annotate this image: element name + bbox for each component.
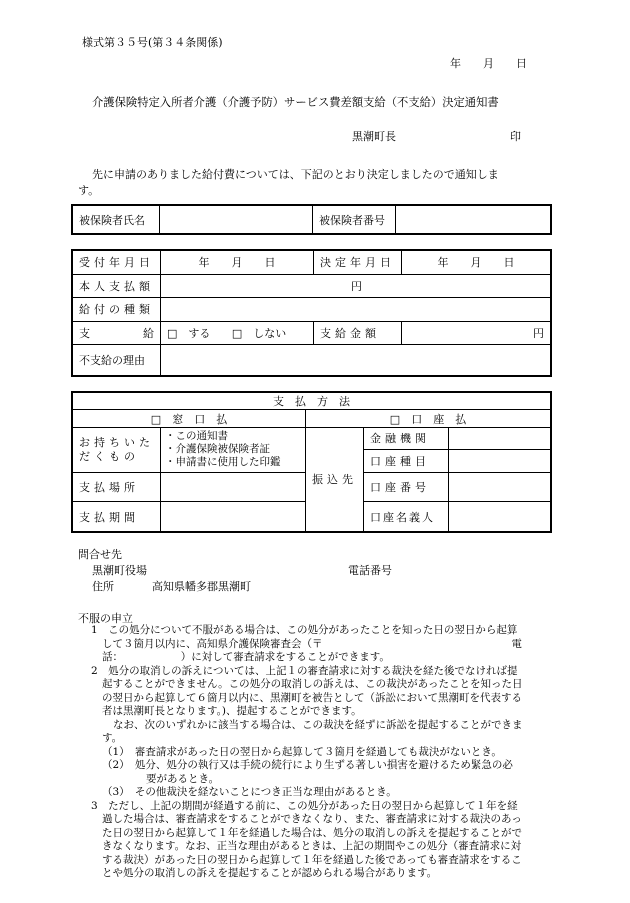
payment-period-field[interactable] xyxy=(161,502,306,532)
window-payment-header: □ 窓 口 払 xyxy=(73,410,306,427)
decided-date-label: 決定年月日 xyxy=(314,251,402,275)
pay-label-right: 給 xyxy=(143,326,154,340)
bring-items-label xyxy=(73,427,161,472)
appeal-line-10: （1） 審査請求があった日の翌日から起算して３箇月を経過しても裁決がないとき。 xyxy=(102,745,502,758)
bank-field[interactable] xyxy=(449,427,551,449)
contact-phone-label: 電話番号 xyxy=(348,564,392,577)
pay-decision-label xyxy=(73,321,161,345)
decision-table xyxy=(72,250,551,376)
account-type-field[interactable] xyxy=(449,450,551,472)
appeal-line-14: 3 ただし、上記の期間が経過する前に、この処分があった日の翌日から起算して１年を経 xyxy=(91,799,518,812)
amount-label: 支給金額 xyxy=(314,321,402,345)
amount-unit: 円 xyxy=(533,326,544,340)
account-type-label: 口座種目 xyxy=(364,450,449,472)
reason-field[interactable] xyxy=(161,345,551,376)
amount-field[interactable] xyxy=(402,321,551,345)
received-date-label: 受付年月日 xyxy=(73,251,161,275)
seal-mark: 印 xyxy=(510,130,521,143)
appeal-line-9: す。 xyxy=(102,732,123,744)
appeal-line-17: きなくなります。なお、正当な理由があるときは、上記の期間やこの処分（審査請求に対 xyxy=(102,840,522,852)
form-number: 様式第３５号(第３４条関係) xyxy=(82,36,223,49)
payment-amount-field[interactable] xyxy=(161,274,551,298)
appeal-line-19: とや処分の取消しの訴えを提起することが認められる場合があります。 xyxy=(102,867,438,879)
option-yes-checkbox[interactable]: □ する xyxy=(167,326,211,340)
appeal-line-18: する裁決）があった日の翌日から起算して１年を経過した後であっても審査請求をするこ xyxy=(102,853,522,866)
payment-amount-label: 本人支払額 xyxy=(73,274,161,298)
payment-amount-unit: 円 xyxy=(351,279,362,293)
appeal-line-5: 起することができません。この処分の取消しの訴えは、この裁決があったことを知った日 xyxy=(102,678,523,690)
insured-name-label: 被保険者氏名 xyxy=(73,206,160,234)
appeal-line-12: 要があるとき。 xyxy=(146,772,220,785)
account-holder-label: 口座名義人 xyxy=(364,502,449,532)
bring-item-1: ・この通知書 xyxy=(165,430,228,443)
appeal-line-16: た日の翌日から起算して１年を経過した場合は、処分の取消しの訴えを提起することがで xyxy=(102,826,522,839)
contact-address-label: 住所 xyxy=(92,580,114,593)
bring-label-line-1: お持ちいた xyxy=(79,435,154,449)
benefit-type-label: 給付の種類 xyxy=(73,298,161,322)
decided-date-value: 年 月 日 xyxy=(402,251,551,275)
account-payment-header: □ 口 座 払 xyxy=(306,410,551,427)
bring-label-line-2: だくもの xyxy=(79,449,139,463)
payment-table xyxy=(72,392,551,532)
appeal-line-3: 話： ）に対して審査請求をすることができます。 xyxy=(102,651,390,663)
bank-label: 金融機関 xyxy=(364,427,449,449)
payment-method-title: 支 払 方 法 xyxy=(73,393,551,410)
pay-decision-options xyxy=(161,321,314,345)
appeal-line-1: 1 この処分について不服がある場合は、この処分があったことを知った日の翌日から起算 xyxy=(91,624,518,636)
appeal-line-13: （3） その他裁決を経ないことにつき正当な理由があるとき。 xyxy=(102,786,397,798)
account-holder-field[interactable] xyxy=(449,502,551,532)
insured-name-field[interactable] xyxy=(160,206,313,234)
document-title: 介護保険特定入所者介護（介護予防）サービス費差額支給（不支給）決定通知書 xyxy=(92,96,499,109)
contact-office: 黒潮町役場 xyxy=(92,564,147,577)
account-number-field[interactable] xyxy=(449,472,551,502)
issue-date: 年 月 日 xyxy=(450,57,527,70)
appeal-line-2: して３箇月以内に、高知県介護保険審査会（〒 電 xyxy=(102,637,522,650)
appeal-line-15: 過した場合は、審査請求をすることができなくなり、また、審査請求に対する裁決のあっ xyxy=(102,813,522,825)
payment-place-label: 支払場所 xyxy=(73,472,161,502)
intro-line-1: 先に申請のありました給付費については、下記のとおり決定しましたので通知しま xyxy=(92,168,499,181)
contact-label: 問合せ先 xyxy=(78,548,122,561)
insured-number-label: 被保険者番号 xyxy=(313,206,396,234)
benefit-type-field[interactable] xyxy=(161,298,551,322)
payment-place-field[interactable] xyxy=(161,472,306,502)
pay-label-left: 支 xyxy=(79,326,90,340)
appeal-line-7: 者は黒潮町長となります。)、提起することができます。 xyxy=(102,705,362,717)
reason-label: 不支給の理由 xyxy=(73,345,161,376)
account-number-label: 口座番号 xyxy=(364,472,449,502)
contact-address: 高知県幡多郡黒潮町 xyxy=(152,580,251,593)
bring-item-2: ・介護保険被保険者証 xyxy=(165,443,270,456)
appeal-line-6: の翌日から起算して６箇月以内に、黒潮町を被告として（訴訟において黒潮町を代表する xyxy=(102,691,522,704)
issuer-name: 黒潮町長 xyxy=(352,130,396,143)
appeal-line-4: 2 処分の取消しの訴えについては、上記１の審査請求に対する裁決を経た後でなければ提 xyxy=(91,664,518,677)
insured-table xyxy=(72,205,551,234)
payment-period-label: 支払期間 xyxy=(73,502,161,532)
bring-item-3: ・申請書に使用した印鑑 xyxy=(165,456,281,469)
option-no-checkbox[interactable]: □ しない xyxy=(231,326,287,340)
intro-line-2: す。 xyxy=(78,184,100,197)
received-date-value: 年 月 日 xyxy=(161,251,314,275)
appeal-line-8: なお、次のいずれかに該当する場合は、この裁決を経ずに訴訟を提起することができま xyxy=(113,718,523,731)
bring-items-list xyxy=(161,427,306,472)
transfer-label: 振込先 xyxy=(306,427,364,531)
appeal-label: 不服の申立 xyxy=(78,612,133,625)
appeal-line-11: （2） 処分、処分の執行又は手続の続行により生ずる著しい損害を避けるため緊急の必 xyxy=(102,759,513,771)
insured-number-field[interactable] xyxy=(396,206,551,234)
